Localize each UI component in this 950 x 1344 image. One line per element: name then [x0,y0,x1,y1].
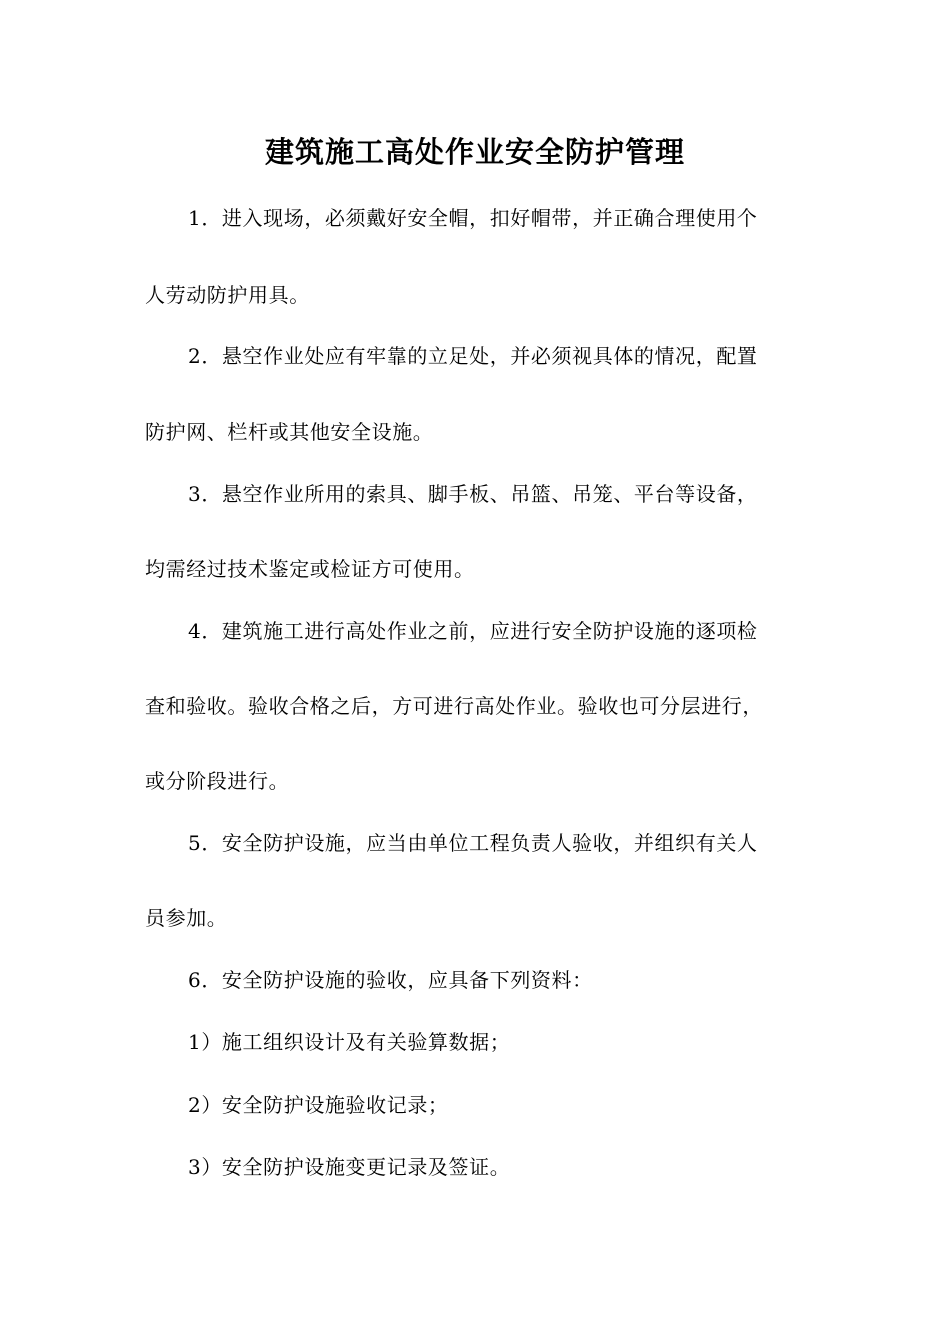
paragraph-2-line-2: 防护网、栏杆或其他安全设施。 [145,420,434,444]
paragraph-4-line-1: 4．建筑施工进行高处作业之前，应进行安全防护设施的逐项检 [188,619,758,643]
document-title: 建筑施工高处作业安全防护管理 [264,135,685,169]
paragraph-2-line-1: 2．悬空作业处应有牢靠的立足处，并必须视具体的情况，配置 [188,344,758,368]
list-item-2: 2）安全防护设施验收记录； [188,1093,449,1117]
list-item-3: 3）安全防护设施变更记录及签证。 [188,1155,511,1179]
paragraph-3-line-1: 3．悬空作业所用的索具、脚手板、吊篮、吊笼、平台等设备， [188,482,758,506]
paragraph-6-line-1: 6．安全防护设施的验收，应具备下列资料： [188,968,593,992]
list-item-1: 1）施工组织设计及有关验算数据； [188,1030,511,1054]
paragraph-4-line-2: 查和验收。验收合格之后，方可进行高处作业。验收也可分层进行， [145,694,763,718]
paragraph-4-line-3: 或分阶段进行。 [145,769,290,793]
paragraph-5-line-1: 5．安全防护设施，应当由单位工程负责人验收，并组织有关人 [188,831,758,855]
paragraph-5-line-2: 员参加。 [145,906,228,930]
paragraph-1-line-1: 1．进入现场，必须戴好安全帽，扣好帽带，并正确合理使用个 [188,206,758,230]
paragraph-3-line-2: 均需经过技术鉴定或检证方可使用。 [145,557,475,581]
paragraph-1-line-2: 人劳动防护用具。 [145,283,310,307]
